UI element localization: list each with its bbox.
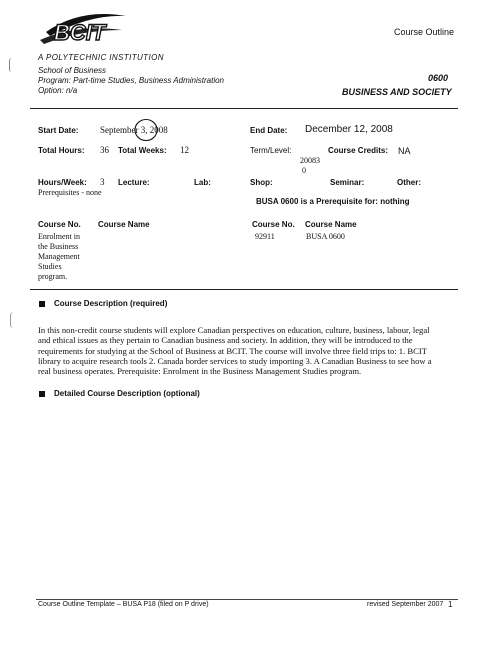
- end-date-value: December 12, 2008: [305, 124, 393, 135]
- bcit-logo-text: BCIT: [54, 20, 106, 45]
- tagline: A POLYTECHNIC INSTITUTION: [38, 53, 164, 62]
- school-name: School of Business: [38, 66, 107, 75]
- course-credits-value: NA: [398, 146, 411, 156]
- hours-week-label: Hours/Week:: [38, 178, 87, 187]
- left-course-entry-line: Studies: [38, 262, 62, 271]
- seminar-label: Seminar:: [330, 178, 365, 187]
- details-divider: [30, 289, 458, 290]
- header-divider: [30, 108, 458, 109]
- total-hours-value: 36: [100, 145, 109, 155]
- prerequisite-for-line: BUSA 0600 is a Prerequisite for: nothing: [256, 197, 410, 206]
- term-level-subvalue: 0: [302, 166, 306, 175]
- total-hours-label: Total Hours:: [38, 146, 85, 155]
- left-course-entry-line: the Business: [38, 242, 79, 251]
- program-line: Program: Part-time Studies, Business Administration: [38, 76, 224, 85]
- left-course-no-header: Course No.: [38, 220, 81, 229]
- description-line: In this non-credit course students will explore Canadian perspectives on education, culture, business, labour, legal: [38, 325, 430, 335]
- footer-page-number: 1: [448, 600, 453, 609]
- description-line: library to acquire research tools 2. Canada border services to study importing 3. A Canadian Business to see how a: [38, 355, 432, 366]
- option-line: Option: n/a: [38, 86, 78, 95]
- scan-margin-mark: [10, 312, 17, 328]
- right-course-number: 92911: [255, 232, 275, 241]
- course-description-text: [38, 325, 458, 376]
- start-date-label: Start Date:: [38, 126, 79, 135]
- doc-type-label: Course Outline: [394, 27, 455, 37]
- right-course-no-header: Course No.: [252, 220, 295, 229]
- course-credits-label: Course Credits:: [328, 146, 389, 155]
- shop-label: Shop:: [250, 178, 273, 187]
- left-course-name-header: Course Name: [98, 220, 150, 229]
- right-course-name-header: Course Name: [305, 220, 357, 229]
- left-course-entry: [38, 232, 80, 282]
- left-course-entry-line: program.: [38, 272, 68, 281]
- detailed-description-heading: Detailed Course Description (optional): [54, 389, 200, 398]
- section-bullet-icon: [39, 301, 45, 307]
- footer-revised-label: revised September 2007: [367, 601, 444, 608]
- handwritten-circle-mark: [133, 117, 159, 143]
- total-weeks-value: 12: [180, 145, 189, 155]
- footer-divider: [36, 599, 458, 600]
- bcit-logo-swoosh: [36, 10, 130, 48]
- scan-margin-mark: [9, 58, 14, 72]
- left-course-entry-line: Management: [38, 252, 80, 261]
- section-bullet-icon: [39, 391, 45, 397]
- footer-template-label: Course Outline Template – BUSA P18 (filed on P drive): [38, 601, 209, 608]
- term-level-value: 20083: [300, 156, 320, 165]
- description-line: requirements for studying at the School of Business at BCIT. The course will involve three field trips to: 1. BCIT: [38, 345, 427, 356]
- other-label: Other:: [397, 178, 421, 187]
- course-number: 0600: [428, 73, 449, 83]
- description-line: real business operates. Prerequisite: Enrolment in the Business Management Studies program.: [38, 366, 362, 377]
- start-date-value: September 3, 2008: [100, 125, 168, 135]
- description-line: and ethical issues as they pertain to Canadian business and society. In addition, they will be introduced to the: [38, 335, 413, 346]
- term-level-label: Term/Level:: [250, 146, 292, 155]
- end-date-label: End Date:: [250, 126, 288, 135]
- lecture-label: Lecture:: [118, 178, 150, 187]
- prerequisites-line: Prerequisites - none: [38, 188, 102, 197]
- total-weeks-label: Total Weeks:: [118, 146, 167, 155]
- course-description-heading: Course Description (required): [54, 299, 168, 308]
- lab-label: Lab:: [194, 178, 211, 187]
- hours-week-value: 3: [100, 177, 105, 187]
- right-course-name: BUSA 0600: [306, 232, 345, 241]
- course-title: BUSINESS AND SOCIETY: [342, 87, 452, 97]
- left-course-entry-line: Enrolment in: [38, 232, 80, 241]
- bcit-logo: [36, 10, 130, 48]
